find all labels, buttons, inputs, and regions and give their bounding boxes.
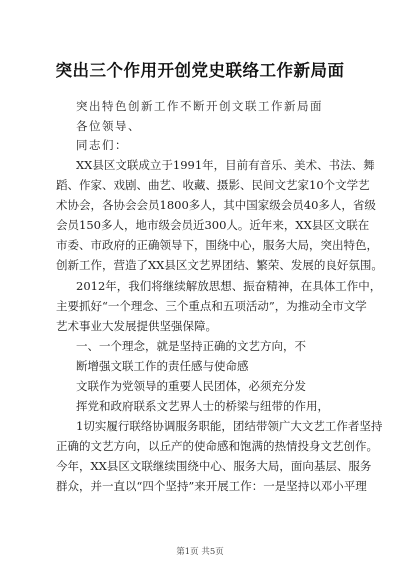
- paragraph-line: 挥党和政府联系文艺界人士的桥梁与纽带的作用，: [76, 399, 329, 413]
- paragraph-line: 2012年，我们将继续解放思想、振奋精神，在具体工作中，: [76, 279, 382, 293]
- paragraph-line: 蹈、作家、戏剧、曲艺、收藏、摄影、民间文艺家10个文学艺: [56, 178, 370, 192]
- paragraph-line: 艺术事业大发展提供坚强保障。: [56, 319, 217, 333]
- paragraph-line: 会员150多人，地市级会员近300人。近年来，XX县区文联在: [56, 218, 370, 232]
- paragraph-line: 1切实履行联络协调服务职能，团结带领广大文艺工作者坚持: [76, 419, 383, 433]
- paragraph-line: 群众，并一直以“四个坚持”来开展工作：一是坚持以邓小平理: [56, 479, 367, 493]
- paragraph-line: 市委、市政府的正确领导下，围绕中心，服务大局，突出特色，: [56, 238, 378, 252]
- section-heading-line: 一、一个理念，就是坚持正确的文艺方向，不: [76, 339, 306, 353]
- paragraph-line: 正确的文艺方向，以丘产的使命感和饱满的热情投身文艺创作。: [56, 439, 378, 453]
- paragraph-line: 今年，XX县区文联继续围绕中心、服务大局，面向基层、服务: [56, 459, 372, 473]
- paragraph-line: 创新工作，营造了XX县区文艺界团结、繁荣、发展的良好氛围。: [56, 258, 383, 272]
- page-footer: 第1页 共5页: [176, 547, 224, 557]
- salutation-line-1: 各位领导、: [76, 119, 141, 133]
- section-heading-line: 断增强文联工作的责任感与使命感: [76, 359, 249, 373]
- paragraph-line: 主要抓好“一个理念、三个重点和五项活动”，为推动全市文学: [56, 299, 367, 313]
- paragraph-line: 术协会，各协会会员1800多人，其中国家级会员40多人，省级: [56, 198, 376, 212]
- paragraph-line: 文联作为党领导的重要人民团体，必须充分发: [76, 379, 306, 393]
- salutation-line-2: 同志们：: [76, 138, 128, 152]
- paragraph-line: XX县区文联成立于1991年，目前有音乐、美术、书法、舞: [76, 158, 375, 172]
- document-title: 突出三个作用开创党史联络工作新局面: [55, 61, 345, 80]
- document-subtitle: 突出特色创新工作不断开创文联工作新局面: [76, 99, 323, 113]
